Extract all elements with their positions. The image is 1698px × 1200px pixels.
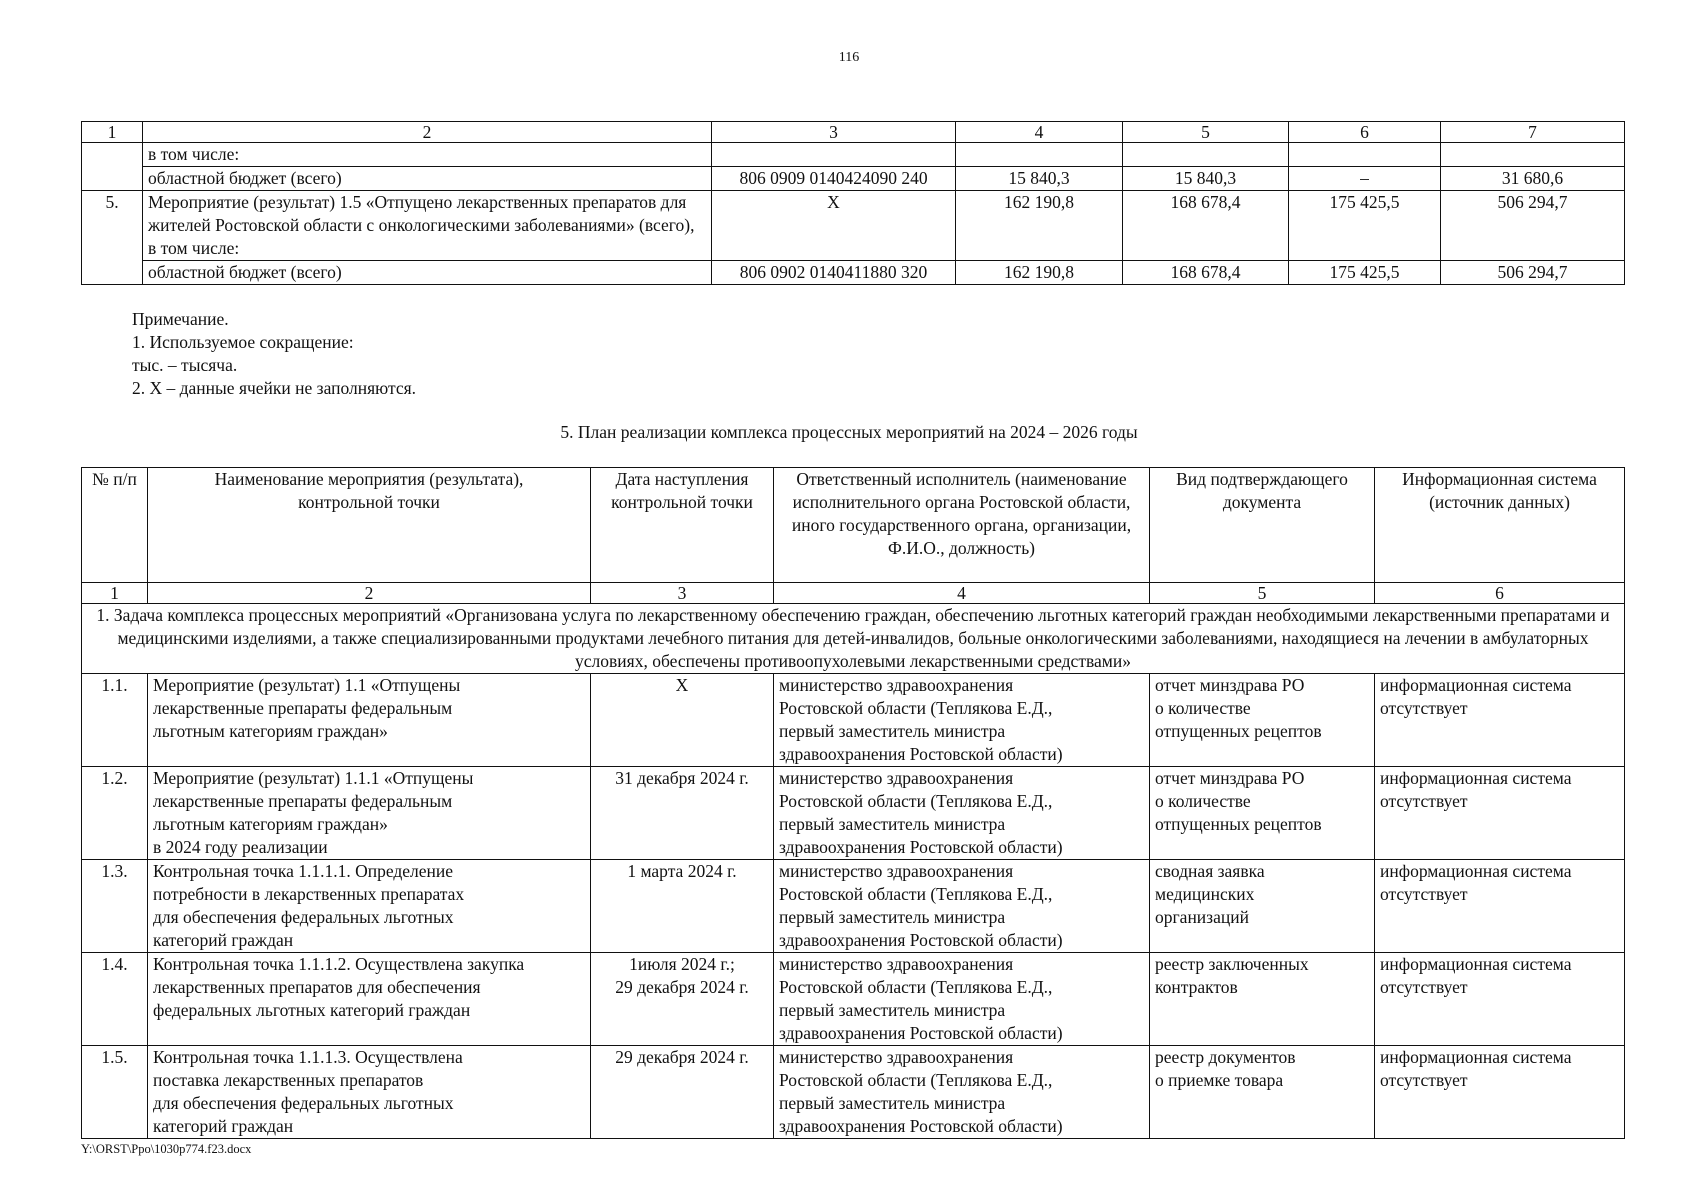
task-row — [82, 604, 1625, 674]
row-num — [82, 261, 143, 285]
row-system: информационная система отсутствует — [1375, 953, 1625, 1046]
col-number: 4 — [774, 583, 1150, 604]
row-date: 1июля 2024 г.; 29 декабря 2024 г. — [591, 953, 774, 1046]
row-value — [1123, 143, 1289, 167]
notes-block — [132, 308, 416, 400]
task-text: 1. Задача комплекса процессных мероприятий «Организована услуга по лекарственному обеспечению граждан, обеспечению льготных категорий граждан необходимыми лекарственными препаратами и медицинскими изделиями, а также специализированными продуктами лечебного питания для детей-инвалидов, больные онкологическими заболеваниями, находящиеся на лечении в амбулаторных условиях, обеспечены противоопухолевыми лекарственными средствами» — [82, 604, 1625, 674]
header-cell: № п/п — [82, 468, 148, 583]
table-row — [82, 191, 1625, 261]
row-code — [712, 143, 956, 167]
row-total: 506 294,7 — [1441, 261, 1625, 285]
table-row — [82, 261, 1625, 285]
note-line: Примечание. — [132, 309, 229, 329]
row-document: реестр заключенных контрактов — [1150, 953, 1375, 1046]
section-title: 5. План реализации комплекса процессных мероприятий на 2024 – 2026 годы — [560, 422, 1138, 442]
header-cell: Информационная система (источник данных) — [1375, 468, 1625, 583]
file-path-footer: Y:\ORST\Ppo\1030p774.f23.docx — [81, 1142, 252, 1156]
row-value: 175 425,5 — [1289, 261, 1441, 285]
table-row — [82, 767, 1625, 860]
row-system: информационная система отсутствует — [1375, 767, 1625, 860]
col-number: 1 — [82, 122, 143, 143]
table-row — [82, 953, 1625, 1046]
row-name: Мероприятие (результат) 1.5 «Отпущено лекарственных препаратов для жителей Ростовской области с онкологическими заболеваниями» (всего), в том числе: — [143, 191, 712, 261]
row-name: Контрольная точка 1.1.1.2. Осуществлена закупка лекарственных препаратов для обеспечения федеральных льготных категорий граждан — [148, 953, 591, 1046]
row-value: 162 190,8 — [956, 191, 1123, 261]
row-value — [956, 143, 1123, 167]
header-cell: Вид подтверждающего документа — [1150, 468, 1375, 583]
plan-table — [81, 467, 1625, 1139]
column-numbers-row — [82, 583, 1625, 604]
row-document: сводная заявка медицинских организаций — [1150, 860, 1375, 953]
header-cell: Дата наступления контрольной точки — [591, 468, 774, 583]
row-value — [1289, 143, 1441, 167]
row-num: 1.4. — [82, 953, 148, 1046]
col-number: 3 — [591, 583, 774, 604]
col-number: 1 — [82, 583, 148, 604]
row-value: 162 190,8 — [956, 261, 1123, 285]
row-system: информационная система отсутствует — [1375, 860, 1625, 953]
col-number: 6 — [1375, 583, 1625, 604]
table-row — [82, 1046, 1625, 1139]
row-total: 506 294,7 — [1441, 191, 1625, 261]
page-number: 116 — [838, 50, 860, 65]
row-name: Контрольная точка 1.1.1.3. Осуществлена поставка лекарственных препаратов для обеспечения федеральных льготных категорий граждан — [148, 1046, 591, 1139]
header-cell: Ответственный исполнитель (наименование исполнительного органа Ростовской области, иного государственного органа, организации, Ф.И.О., должность) — [774, 468, 1150, 583]
row-date: 29 декабря 2024 г. — [591, 1046, 774, 1139]
table-row — [82, 674, 1625, 767]
col-number: 2 — [143, 122, 712, 143]
col-number: 7 — [1441, 122, 1625, 143]
row-value: 15 840,3 — [956, 167, 1123, 191]
row-value: 175 425,5 — [1289, 191, 1441, 261]
row-num — [82, 143, 143, 167]
row-total: 31 680,6 — [1441, 167, 1625, 191]
table-row — [82, 860, 1625, 953]
row-num: 5. — [82, 191, 143, 261]
row-document: отчет минздрава РО о количестве отпущенных рецептов — [1150, 674, 1375, 767]
row-num: 1.1. — [82, 674, 148, 767]
row-name: Мероприятие (результат) 1.1.1 «Отпущены лекарственные препараты федеральным льготным категориям граждан» в 2024 году реализации — [148, 767, 591, 860]
col-number: 3 — [712, 122, 956, 143]
row-system: информационная система отсутствует — [1375, 674, 1625, 767]
col-number: 4 — [956, 122, 1123, 143]
row-date: X — [591, 674, 774, 767]
row-num: 1.5. — [82, 1046, 148, 1139]
row-executor: министерство здравоохранения Ростовской области (Теплякова Е.Д., первый заместитель министра здравоохранения Ростовской области) — [774, 767, 1150, 860]
col-number: 5 — [1150, 583, 1375, 604]
row-executor: министерство здравоохранения Ростовской области (Теплякова Е.Д., первый заместитель министра здравоохранения Ростовской области) — [774, 1046, 1150, 1139]
row-name: областной бюджет (всего) — [143, 167, 712, 191]
row-num: 1.2. — [82, 767, 148, 860]
row-document: отчет минздрава РО о количестве отпущенных рецептов — [1150, 767, 1375, 860]
row-system: информационная система отсутствует — [1375, 1046, 1625, 1139]
table-row — [82, 143, 1625, 167]
note-line: 2. X – данные ячейки не заполняются. — [132, 378, 417, 398]
row-name: Мероприятие (результат) 1.1 «Отпущены лекарственные препараты федеральным льготным категориям граждан» — [148, 674, 591, 767]
row-code: X — [712, 191, 956, 261]
row-code: 806 0909 0140424090 240 — [712, 167, 956, 191]
row-date: 1 марта 2024 г. — [591, 860, 774, 953]
row-name: в том числе: — [143, 143, 712, 167]
row-date: 31 декабря 2024 г. — [591, 767, 774, 860]
row-value: 168 678,4 — [1123, 191, 1289, 261]
col-number: 6 — [1289, 122, 1441, 143]
row-executor: министерство здравоохранения Ростовской области (Теплякова Е.Д., первый заместитель министра здравоохранения Ростовской области) — [774, 860, 1150, 953]
row-name: областной бюджет (всего) — [143, 261, 712, 285]
header-row — [82, 468, 1625, 583]
row-total — [1441, 143, 1625, 167]
note-line: 1. Используемое сокращение: — [132, 332, 354, 352]
row-value: – — [1289, 167, 1441, 191]
row-document: реестр документов о приемке товара — [1150, 1046, 1375, 1139]
budget-table — [81, 121, 1625, 285]
column-numbers-row — [82, 122, 1625, 143]
header-cell: Наименование мероприятия (результата), контрольной точки — [148, 468, 591, 583]
row-name: Контрольная точка 1.1.1.1. Определение потребности в лекарственных препаратах для обеспечения федеральных льготных категорий граждан — [148, 860, 591, 953]
row-num: 1.3. — [82, 860, 148, 953]
col-number: 2 — [148, 583, 591, 604]
row-value: 15 840,3 — [1123, 167, 1289, 191]
note-line: тыс. – тысяча. — [132, 355, 238, 375]
row-executor: министерство здравоохранения Ростовской области (Теплякова Е.Д., первый заместитель министра здравоохранения Ростовской области) — [774, 674, 1150, 767]
row-num — [82, 167, 143, 191]
row-code: 806 0902 0140411880 320 — [712, 261, 956, 285]
row-value: 168 678,4 — [1123, 261, 1289, 285]
table-row — [82, 167, 1625, 191]
row-executor: министерство здравоохранения Ростовской области (Теплякова Е.Д., первый заместитель министра здравоохранения Ростовской области) — [774, 953, 1150, 1046]
col-number: 5 — [1123, 122, 1289, 143]
